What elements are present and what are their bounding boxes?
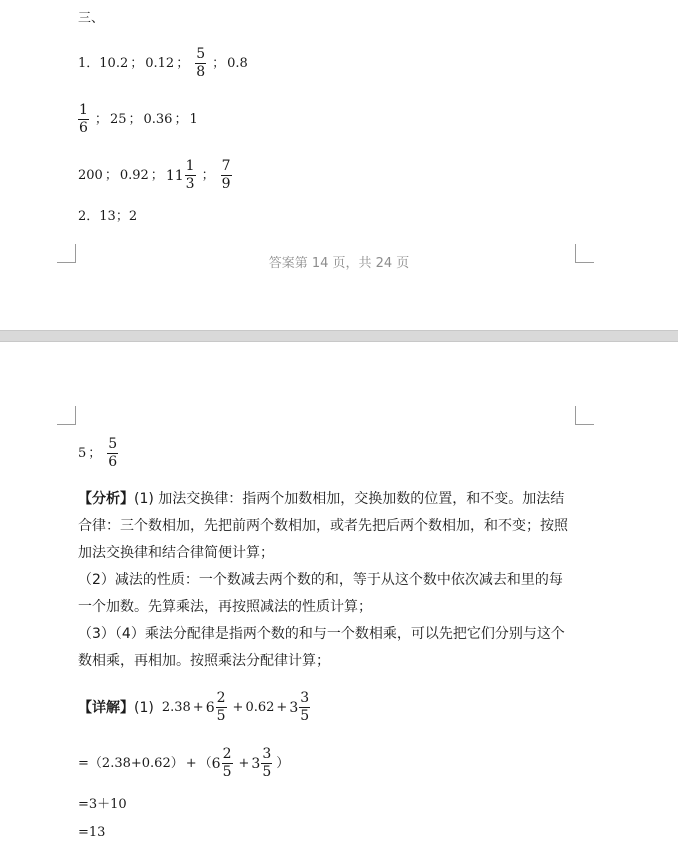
value: 25 [109,111,127,127]
mixed-whole: 6 [205,699,215,716]
mixed-whole: 3 [251,755,261,772]
operator: + [232,699,244,715]
numerator: 5 [196,46,206,62]
mixed-whole: 3 [289,699,299,716]
page-top [0,0,678,330]
numerator: 3 [300,690,310,706]
answer-row-first: 5 ； $\frac{5}{6}$ [78,436,118,470]
answer-row-q2: 2．13；2 [78,209,138,224]
operator: + [185,755,197,771]
value: 200 [78,167,103,183]
numerator: 2 [216,690,226,706]
fraction [221,158,232,193]
solution-tag: 【详解】 [78,699,134,716]
numerator: 2 [222,746,232,762]
analysis-line-4: （2）减法的性质：一个数减去两个数的和，等于从这个数中依次减去和里的每 [78,572,563,588]
answer-row-1: 1． 10.2 ； 0.12 ； $\frac{5}{8}$ ； 0.8 [78,46,248,80]
analysis-line-2: 合律：三个数相加，先把前两个数相加，或者先把后两个数相加，和不变；按照 [78,518,568,534]
value: 0.92 [119,167,149,183]
page-gap [0,330,678,342]
paren: ） [170,755,184,771]
numerator: 7 [221,158,231,174]
denominator: 5 [262,764,272,780]
analysis-line-6: （3）（4）乘法分配律是指两个数的和与一个数相乘，可以先把它们分别与这个 [78,626,565,642]
denominator: 6 [79,120,88,136]
operator: = [78,755,89,771]
section-heading: 三、 [78,11,105,26]
fraction [222,746,233,781]
solution-expression-4: =13 [78,825,106,840]
denominator: 8 [196,64,206,80]
value: 0.36 [143,111,173,127]
value: 2.38 [101,755,131,771]
value: 2.38 [161,699,191,715]
fraction [261,746,272,781]
paren: ） [276,755,290,771]
page-corner-mark [57,406,76,425]
numerator: 3 [262,746,272,762]
solution-label: (1) [134,699,154,716]
fraction [195,46,206,81]
value: 10.2 [99,55,129,71]
solution-expression-2 [78,746,289,781]
fraction [216,690,227,725]
page-corner-mark [575,406,594,425]
value: 0.8 [227,55,248,71]
solution-expression-1 [78,690,314,725]
value: 1 [189,111,198,127]
numerator: 1 [185,158,195,174]
numerator: 1 [79,102,88,118]
solution-expression-3: =3＋10 [78,797,127,812]
operator: + [238,755,250,771]
analysis-line-1 [78,486,588,513]
fraction [299,690,310,725]
denominator: 5 [216,708,226,724]
analysis-line-3: 加法交换律和结合律简便计算； [78,545,274,561]
operator: + [130,755,142,771]
paren: （ [198,755,212,771]
mixed-whole: 11 [165,167,184,184]
answer-row-3: 200 ； 0.92 ； 11 $\frac{1}{3}$ ； $\frac{7}{9}$ [78,158,231,192]
fraction [107,436,118,471]
operator: + [276,699,288,715]
value: 0.62 [245,699,275,715]
analysis-paragraph [78,486,588,675]
denominator: 3 [185,176,195,192]
value: 5 [78,445,87,461]
fraction [185,158,196,193]
paren: （ [88,755,102,771]
denominator: 6 [108,454,118,470]
analysis-tag: 【分析】 [78,491,134,507]
answer-row-2: $\frac{1}{6}$ ； 25 ； 0.36 ； 1 [79,102,198,136]
page-footer: 答案第 14 页，共 24 页 [268,256,410,271]
denominator: 5 [222,764,232,780]
mixed-whole: 6 [211,755,221,772]
analysis-line-7: 数相乘，再相加。按照乘法分配律计算； [78,653,330,669]
question-label: 1． [78,55,100,71]
fraction [78,102,89,137]
value: 0.62 [141,755,171,771]
denominator: 9 [221,176,231,192]
denominator: 5 [300,708,310,724]
value: 0.12 [145,55,175,71]
analysis-line-5: 一个加数。先算乘法，再按照减法的性质计算； [78,599,372,615]
operator: + [192,699,204,715]
analysis-text: (1) 加法交换律：指两个加数相加，交换加数的位置，和不变。加法结 [134,491,565,507]
numerator: 5 [108,436,118,452]
